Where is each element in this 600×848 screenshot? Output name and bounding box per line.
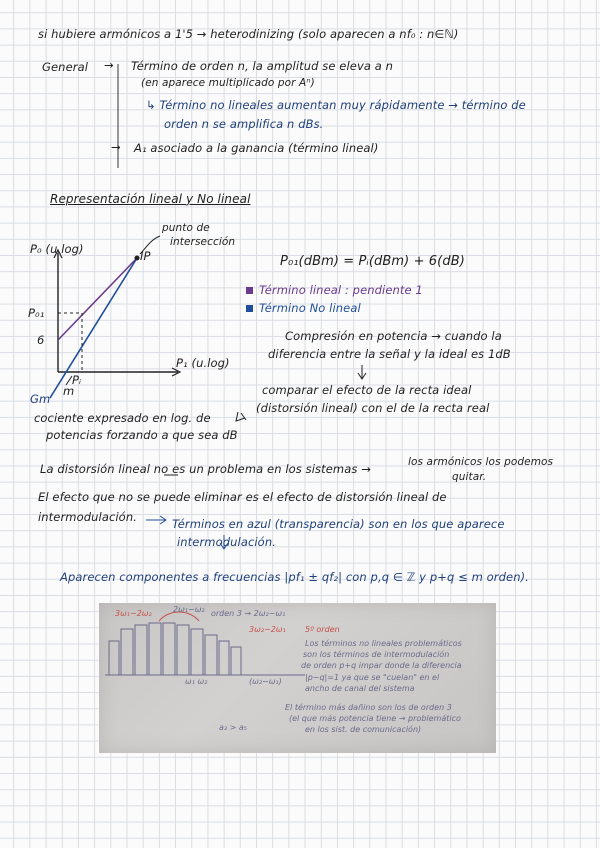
note-line-order-n: Término de orden n, la amplitud se eleva a n — [131, 59, 394, 73]
label-gm: Gm — [30, 392, 51, 406]
arrow-icon: → — [111, 140, 121, 154]
legend-linear — [246, 283, 423, 297]
legend-nonlinear — [246, 301, 361, 315]
label-six: 6 — [37, 333, 45, 347]
legend-swatch-nonlinear — [246, 305, 253, 312]
label-po1: P₀₁ — [28, 306, 45, 320]
note-line-gain: A₁ asociado a la ganancia (término lineal) — [134, 141, 379, 155]
label-ip: IP — [140, 249, 151, 263]
note-effect-a: El efecto que no se puede eliminar es el efecto de distorsión lineal de — [38, 490, 447, 504]
photo-label-11: El término más dañino son los de orden 3 — [285, 703, 452, 712]
photo-label-8: de orden p+q impar donde la diferencia — [301, 661, 462, 670]
label-pi: Pᵢ — [72, 373, 82, 387]
note-line-harmonics: si hubiere armónicos a 1'5 → heterodinizing (solo aparecen a nf₀ : n∈ℕ) — [38, 27, 459, 41]
photo-label-4: 3ω₂−2ω₁ — [249, 625, 286, 634]
legend-linear-text: Término lineal : pendiente 1 — [259, 283, 423, 297]
photo-label-2: 2ω₁−ω₂ — [173, 605, 205, 614]
photo-label-10: ancho de canal del sistema — [305, 684, 415, 693]
note-line-multiplied: (en aparece multiplicado por Aⁿ) — [141, 77, 315, 89]
note-compression-b: diferencia entre la señal y la ideal es 1dB — [268, 347, 511, 361]
photo-label-5: 5º orden — [305, 625, 340, 634]
label-punto-a: punto de — [162, 222, 210, 234]
note-compare-b: (distorsión lineal) con el de la recta real — [256, 401, 490, 415]
note-line-nonlinear-b: orden n se amplifica n dBs. — [164, 117, 324, 131]
photo-label-15: (ω₂−ω₁) — [249, 677, 282, 686]
axis-x-label: P₁ (u.log) — [176, 356, 230, 370]
legend-swatch-linear — [246, 287, 253, 294]
photo-label-1: 3ω₁−2ω₂ — [115, 609, 152, 618]
linear-term-line — [58, 258, 137, 340]
photo-label-16: a₃ > a₅ — [219, 723, 248, 732]
arrow-icon: → — [104, 58, 114, 72]
label-general: General — [42, 60, 89, 74]
axis-y-label: P₀ (u.log) — [30, 242, 84, 256]
nonlinear-term-line — [50, 258, 137, 398]
formula: P₀₁(dBm) = Pᵢ(dBm) + 6(dB) — [280, 254, 465, 269]
legend-nonlinear-text: Término No lineal — [259, 301, 361, 315]
photo-label-7: son los términos de intermodulación — [303, 650, 450, 659]
note-harmonics-a: los armónicos los podemos — [408, 456, 554, 468]
note-intermod: intermodulación. — [177, 535, 276, 549]
section-title: Representación lineal y No lineal — [50, 192, 251, 206]
note-compare-a: comparar el efecto de la recta ideal — [262, 383, 472, 397]
note-frequencies: Aparecen componentes a frecuencias |pf₁ ± qf₂| con p,q ∈ ℤ y p+q ≤ m orden). — [60, 570, 529, 584]
photo-label-3: orden 3 → 2ω₂−ω₁ — [211, 609, 286, 618]
note-effect-b: intermodulación. — [38, 510, 137, 524]
note-blue-terms: Términos en azul (transparencia) son en los que aparece — [172, 517, 505, 531]
slide-photo — [99, 603, 496, 753]
label-m: m — [63, 384, 75, 398]
photo-label-14: ω₁ ω₂ — [185, 677, 208, 686]
note-quotient-a: cociente expresado en log. de — [34, 411, 211, 425]
note-distortion-a: La distorsión lineal no es un problema en los sistemas → — [40, 462, 371, 476]
label-punto-b: intersección — [170, 236, 236, 248]
photo-label-9: |p−q|=1 ya que se "cuelan" en el — [305, 673, 440, 682]
note-quotient-b: potencias forzando a que sea dB — [46, 428, 238, 442]
photo-label-12: (el que más potencia tiene → problemático — [289, 714, 461, 723]
photo-label-13: en los sist. de comunicación) — [305, 725, 422, 734]
note-line-nonlinear-a: ↳ Término no lineales aumentan muy rápidamente → término de — [146, 98, 526, 112]
photo-label-6: Los términos no lineales problemáticos — [305, 639, 462, 648]
note-compression-a: Compresión en potencia → cuando la — [285, 329, 502, 343]
note-harmonics-b: quitar. — [452, 471, 487, 483]
